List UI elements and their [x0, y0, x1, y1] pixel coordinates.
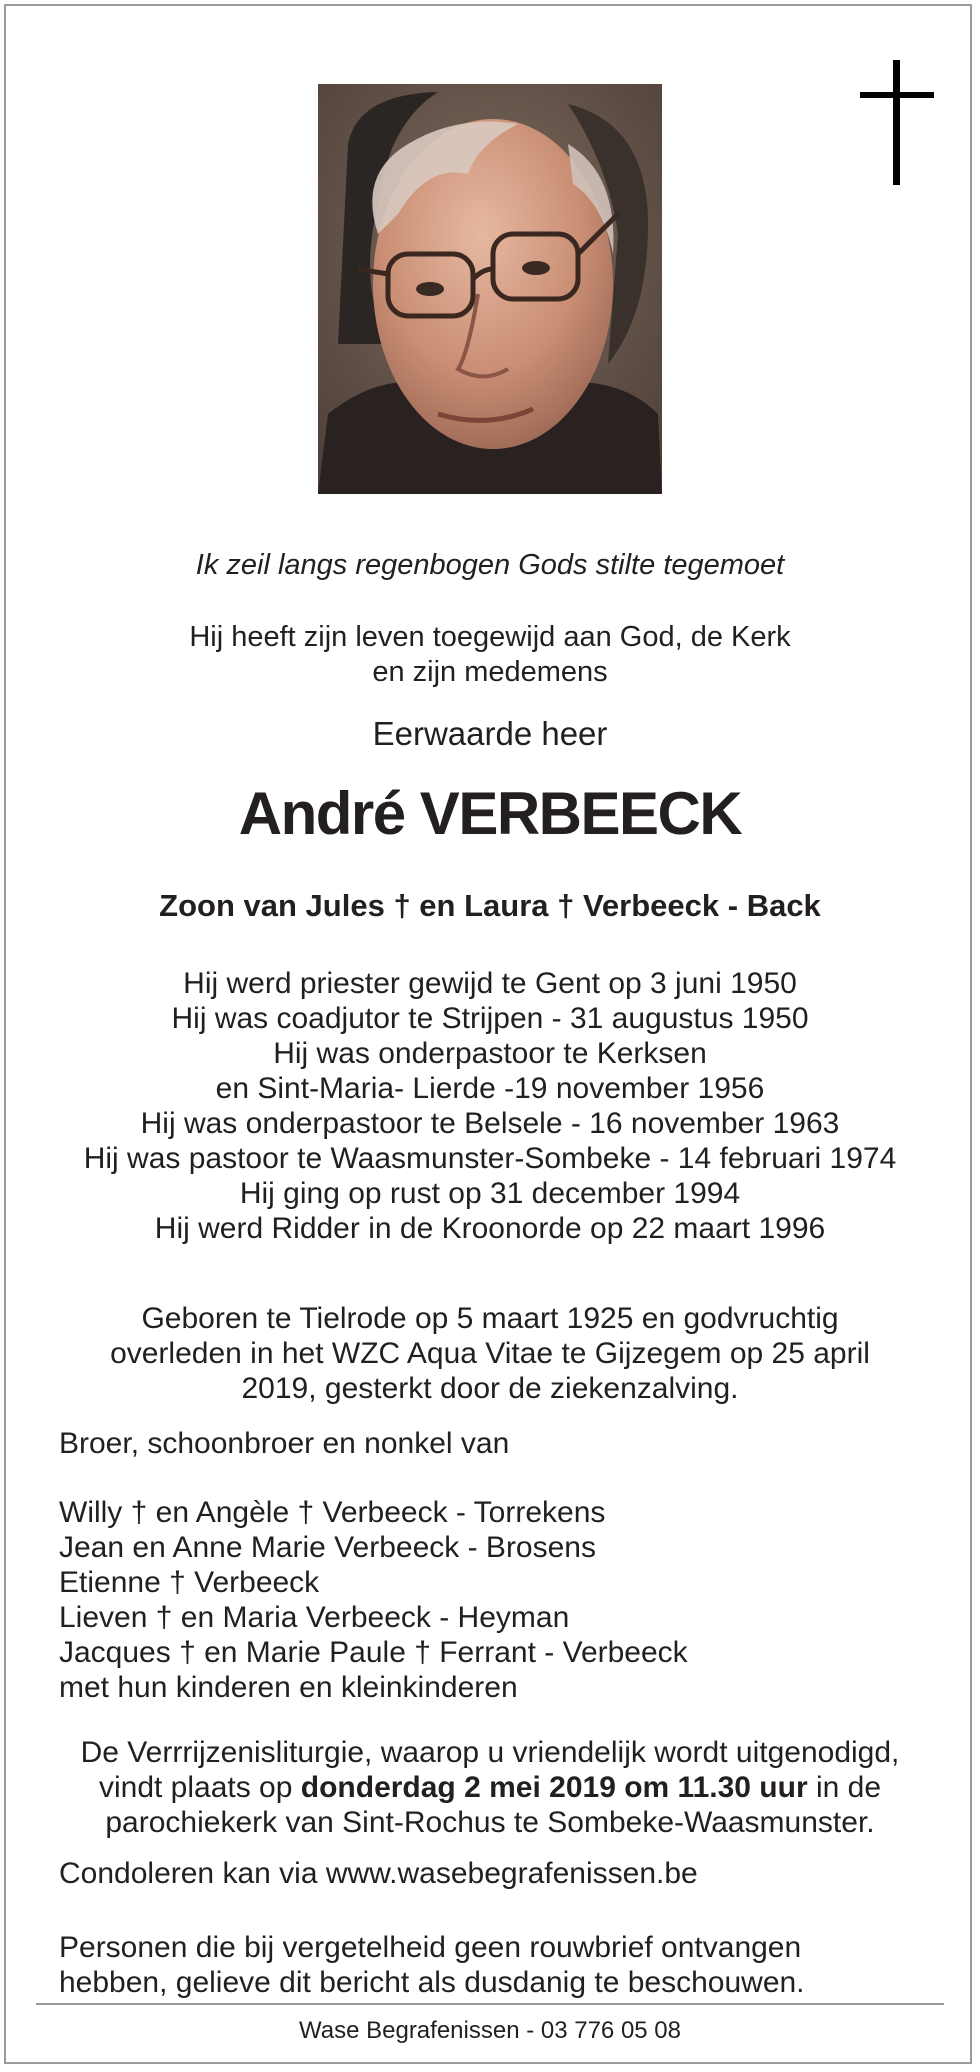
service-line: De Verrrijzenisliturgie, waarop u vriendelijk wordt uitgenodigd, — [80, 1736, 900, 1769]
service-info — [0, 1735, 980, 1840]
family-member: Lieven † en Maria Verbeeck - Heyman — [59, 1601, 570, 1634]
family-member: met hun kinderen en kleinkinderen — [59, 1671, 518, 1704]
service-date: donderdag 2 mei 2019 om 11.30 uur — [300, 1771, 808, 1804]
dedication-line: Hij heeft zijn leven toegewijd aan God, de Kerk — [189, 621, 791, 653]
career-list — [0, 966, 980, 1246]
career-item: Hij was pastoor te Waasmunster-Sombeke - 14 februari 1974 — [83, 1142, 897, 1175]
condolences-text: Condoleren kan via www.wasebegrafenissen.be — [59, 1857, 698, 1890]
service-line: parochiekerk van Sint-Rochus te Sombeke-Waasmunster. — [105, 1806, 875, 1839]
parents-line: Zoon van Jules † en Laura † Verbeeck - Back — [159, 888, 821, 923]
career-item: Hij was coadjutor te Strijpen - 31 augustus 1950 — [171, 1002, 809, 1035]
family-member: Jacques † en Marie Paule † Ferrant - Verbeeck — [59, 1636, 688, 1669]
notice-line: Personen die bij vergetelheid geen rouwbrief ontvangen — [59, 1931, 802, 1964]
career-item: Hij werd priester gewijd te Gent op 3 juni 1950 — [183, 967, 797, 1000]
birth-death-text — [0, 1301, 980, 1406]
divider — [36, 2003, 944, 2005]
notice-line: hebben, gelieve dit bericht als dusdanig te beschouwen. — [59, 1966, 805, 1999]
footer-contact: Wase Begrafenissen - 03 776 05 08 — [298, 2017, 682, 2044]
service-text: in de — [807, 1771, 882, 1804]
dedication — [0, 620, 980, 690]
birth-death-line: 2019, gesterkt door de ziekenzalving. — [241, 1372, 739, 1405]
birth-death-line: Geboren te Tielrode op 5 maart 1925 en godvruchtig — [141, 1302, 839, 1335]
career-item: Hij ging op rust op 31 december 1994 — [239, 1177, 741, 1210]
deceased-name: André VERBEECK — [238, 780, 742, 847]
career-item: en Sint-Maria- Lierde -19 november 1956 — [215, 1072, 765, 1105]
birth-death-line: overleden in het WZC Aqua Vitae te Gijzegem op 25 april — [110, 1337, 870, 1370]
title-prefix: Eerwaarde heer — [372, 715, 608, 752]
portrait-photo — [318, 84, 662, 494]
quote: Ik zeil langs regenbogen Gods stilte tegemoet — [195, 549, 785, 581]
service-text: vindt plaats op — [98, 1771, 301, 1804]
career-item: Hij werd Ridder in de Kroonorde op 22 maart 1996 — [154, 1212, 826, 1245]
service-line — [0, 1770, 980, 1805]
notice-text — [59, 1930, 939, 2000]
career-item: Hij was onderpastoor te Belsele - 16 november 1963 — [140, 1107, 840, 1140]
relation-heading: Broer, schoonbroer en nonkel van — [59, 1427, 510, 1460]
family-member: Jean en Anne Marie Verbeeck - Brosens — [59, 1531, 596, 1564]
dedication-line: en zijn medemens — [372, 656, 608, 688]
family-list — [59, 1495, 939, 1705]
career-item: Hij was onderpastoor te Kerksen — [273, 1037, 707, 1070]
family-member: Willy † en Angèle † Verbeeck - Torrekens — [59, 1496, 606, 1529]
family-member: Etienne † Verbeeck — [59, 1566, 320, 1599]
cross-icon — [860, 60, 934, 185]
